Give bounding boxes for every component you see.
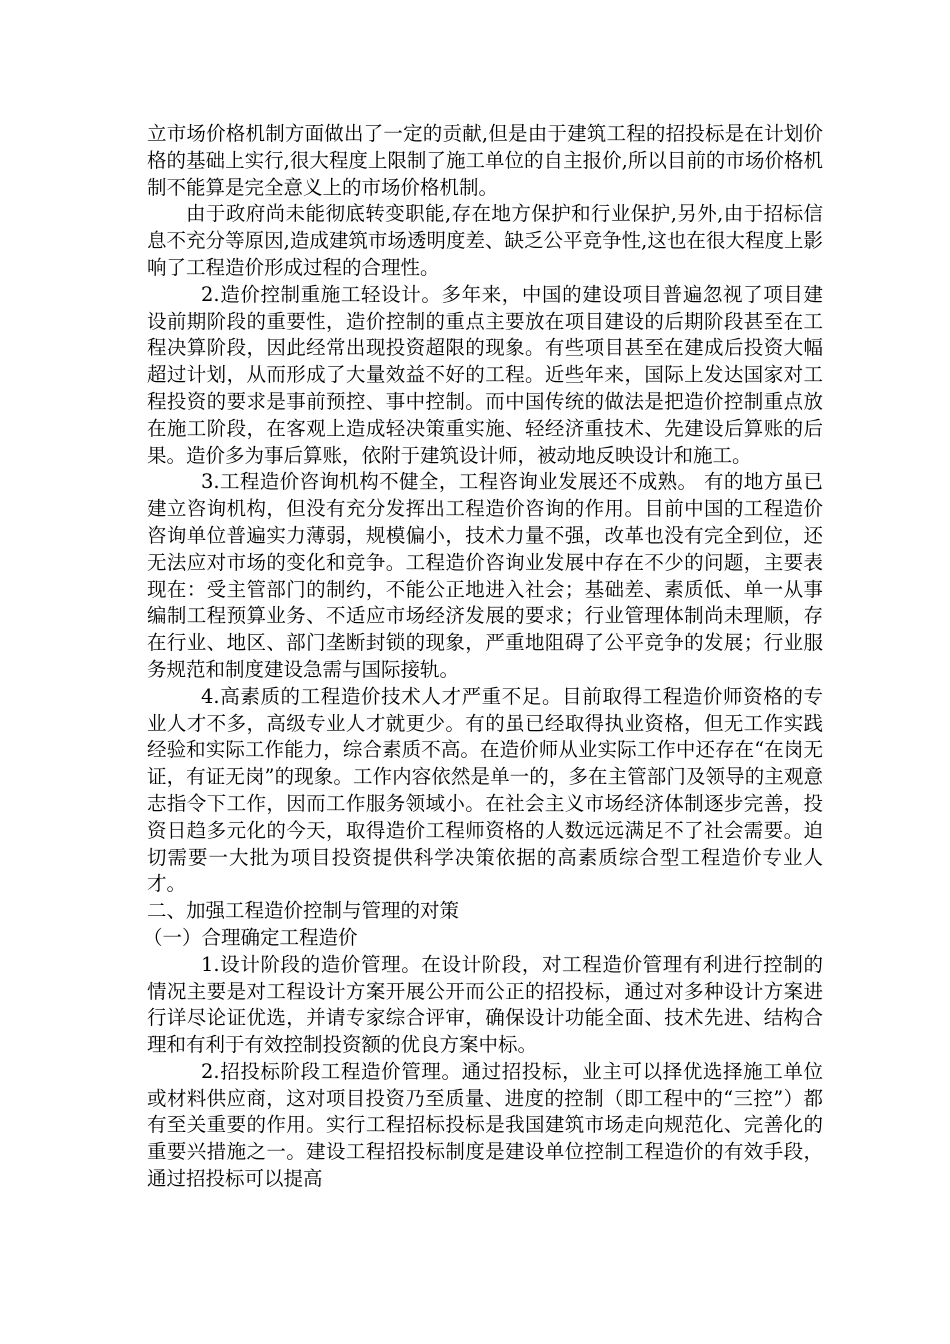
paragraph-talent-shortage: 4.高素质的工程造价技术人才严重不足。目前取得工程造价师资格的专业人才不多，高级专业人才就更少。有的虽已经取得执业资格，但无工作实践经验和实际工作能力，综合素质不高。在造价师从业实际工作中还存在“在岗无证，有证无岗”的现象。工作内容依然是单一的，多在主管部门及领导的主观意志指令下工作，因而工作服务领域小。在社会主义市场经济体制逐步完善，投资日趋多元化的今天，取得造价工程师资格的人数远远满足不了社会需要。迫切需要一大批为项目投资提供科学决策依据的高素质综合型工程造价专业人才。 xyxy=(147,684,823,896)
paragraph-design-vs-construction: 2.造价控制重施工轻设计。多年来，中国的建设项目普遍忽视了项目建设前期阶段的重要性，造价控制的重点主要放在项目建设的后期阶段甚至在工程决算阶段，因此经常出现投资超限的现象。有些项目甚至在建成后投资大幅超过计划，从而形成了大量效益不好的工程。近些年来，国际上发达国家对工程投资的要求是事前预控、事中控制。而中国传统的做法是把造价控制重点放在施工阶段，在客观上造成轻决策重实施、轻经济重技术、先建设后算账的后果。造价多为事后算账，依附于建筑设计师，被动地反映设计和施工。 xyxy=(147,282,823,467)
paragraph-design-stage: 1.设计阶段的造价管理。在设计阶段，对工程造价管理有利进行控制的情况主要是对工程设计方案开展公开而公正的招投标，通过对多种设计方案进行详尽论证优选，并请专家综合评审，确保设计功能全面、技术先进、结构合理和有利于有效控制投资额的优良方案中标。 xyxy=(147,952,823,1057)
document-page xyxy=(143,121,823,1193)
paragraph-government-protection: 由于政府尚未能彻底转变职能,存在地方保护和行业保护,另外,由于招标信息不充分等原因,造成建筑市场透明度差、缺乏公平竞争性,这也在很大程度上影响了工程造价形成过程的合理性。 xyxy=(147,202,823,279)
paragraph-market-price: 立市场价格机制方面做出了一定的贡献,但是由于建筑工程的招投标是在计划价格的基础上实行,很大程度上限制了施工单位的自主报价,所以目前的市场价格机制不能算是完全意义上的市场价格机制。 xyxy=(147,122,823,199)
paragraph-bidding-stage: 2.招投标阶段工程造价管理。通过招投标，业主可以择优选择施工单位或材料供应商，这对项目投资乃至质量、进度的控制（即工程中的“三控”）都有至关重要的作用。实行工程招标投标是我国建筑市场走向规范化、完善化的重要兴措施之一。建设工程招投标制度是建设单位控制工程造价的有效手段，通过招投标可以提高 xyxy=(147,1059,823,1191)
paragraph-consulting-agencies: 3.工程造价咨询机构不健全，工程咨询业发展还不成熟。 有的地方虽已建立咨询机构，但没有充分发挥出工程造价咨询的作用。目前中国的工程造价咨询单位普遍实力薄弱，规模偏小，技术力量不强，改革也没有完全到位，还无法应对市场的变化和竞争。工程造价咨询业发展中存在不少的问题，主要表现在：受主管部门的制约，不能公正地进入社会；基础差、素质低、单一从事编制工程预算业务、不适应市场经济发展的要求；行业管理体制尚未理顺，存在行业、地区、部门垄断封锁的现象，严重地阻碍了公平竞争的发展；行业服务规范和制度建设急需与国际接轨。 xyxy=(147,470,823,681)
subsection-heading: （一）合理确定工程造价 xyxy=(143,925,358,949)
section-heading: 二、加强工程造价控制与管理的对策 xyxy=(147,899,460,923)
